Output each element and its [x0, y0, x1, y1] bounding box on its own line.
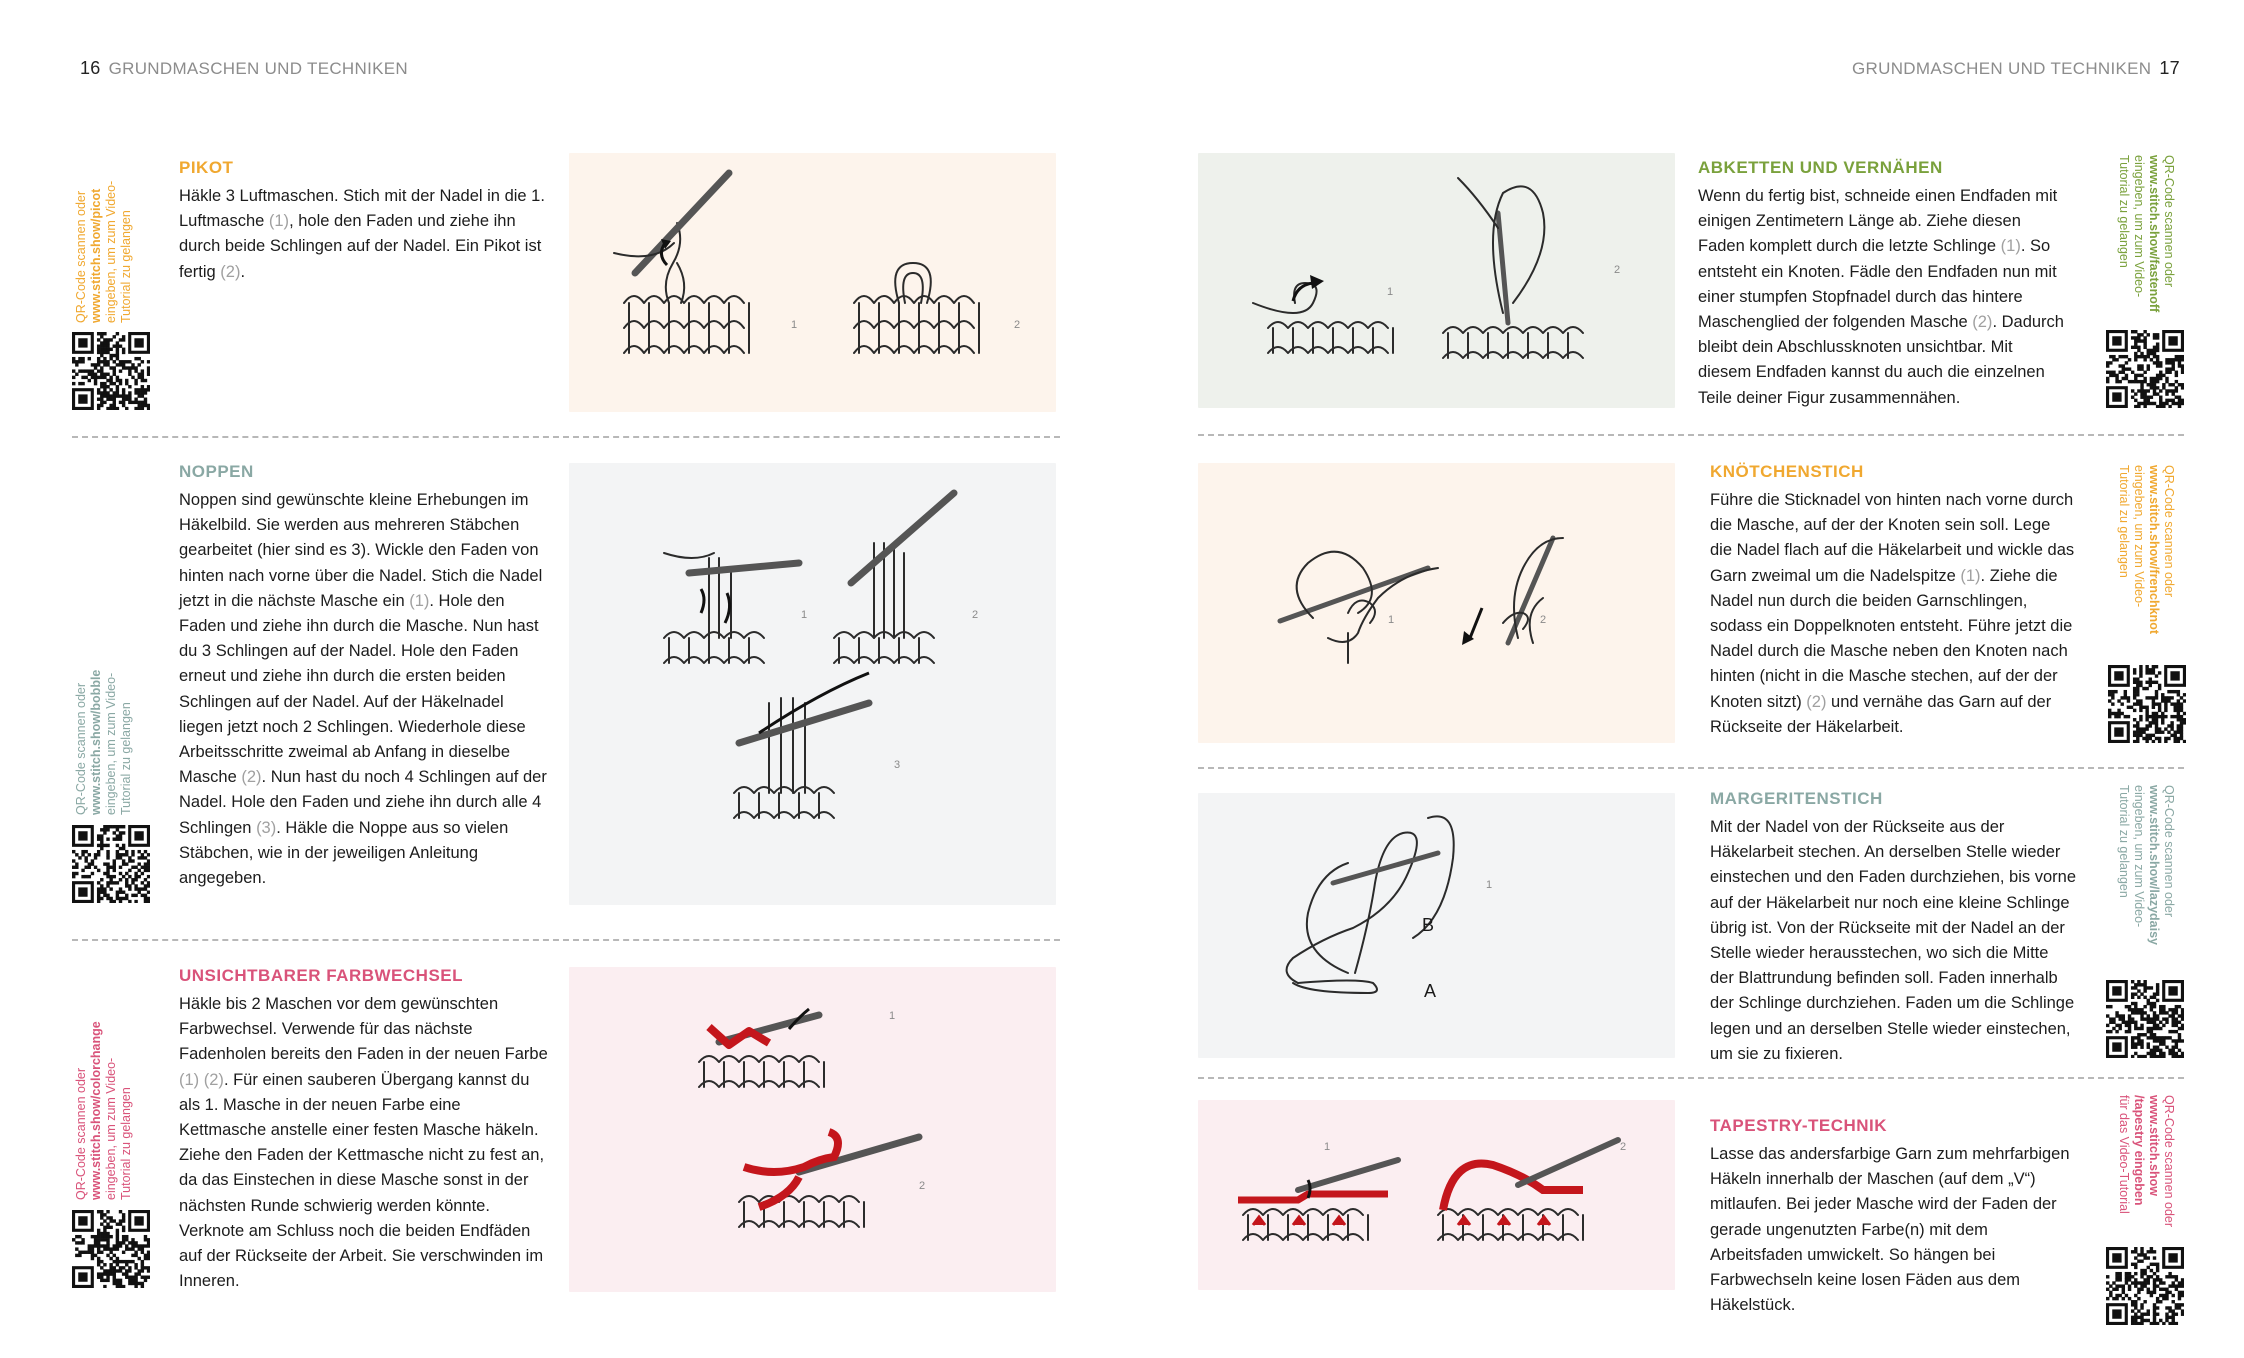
figure-label: 1 [1486, 879, 1493, 891]
qr-url: www.stitch.show/lazydaisy [2147, 785, 2161, 945]
qr-block-knoetchen [2100, 465, 2190, 745]
illustration-margeriten [1198, 793, 1675, 1058]
figure-reference: (2) [241, 768, 262, 787]
figure-reference: (3) [256, 818, 277, 837]
section-noppen [179, 462, 551, 891]
figure-label: 2 [972, 609, 979, 621]
section-text: Häkle bis 2 Maschen vor dem gewünschten Farbwechsel. Verwende für das nächste Fadenholen bereits den Faden in der neuen Farbe (1) (2). Für einen sauberen Übergang kannst du als 1. Masche in der neuen Farbe eine Kettmasche anstelle einer festen Masche häkeln. Ziehe den Faden der Kettmasche nicht zu fest an, da das Einstechen in diese Masche sonst in der nächsten Runde schwierig werden könnte. Verknote am Schluss noch die beiden Endfäden auf der Rückseite der Arbeit. Sie verschwinden im Inneren. [179, 995, 548, 1291]
qr-caption-line: eingeben, um zum Video- [104, 672, 118, 815]
section-title: UNSICHTBARER FARBWECHSEL [179, 966, 463, 985]
section-text: Wenn du fertig bist, schneide einen Endfaden mit einigen Zentimetern Länge ab. Ziehe diesen Faden komplett durch die letzte Schlinge (1). So entsteht ein Knoten. Fädle den Endfaden nun mit einer stumpfen Stopfnadel durch das hintere Maschenglied der folgenden Masche (2). Dadurch bleibt dein Abschlussknoten unsichtbar. Mit diesem Endfaden kannst du auch die einzelnen Teile deiner Figur zusammennähen. [1698, 187, 2064, 407]
figure-label: 2 [1014, 319, 1021, 331]
running-title-right: GRUNDMASCHEN UND TECHNIKEN [1852, 59, 2152, 78]
qr-code-icon[interactable] [2106, 330, 2184, 408]
section-abketten [1698, 158, 2064, 411]
qr-caption-line: QR-Code scannen oder [2162, 1095, 2176, 1228]
figure-label: 1 [791, 319, 798, 331]
figure-label: 2 [1614, 264, 1621, 276]
qr-code-icon[interactable] [72, 1210, 150, 1288]
section-title: ABKETTEN UND VERNÄHEN [1698, 158, 1943, 177]
qr-caption-line: eingeben, um zum Video- [2132, 155, 2146, 298]
qr-caption [74, 655, 134, 815]
qr-caption [2116, 155, 2176, 320]
qr-url: www.stitch.show/frenchknot [2147, 465, 2161, 634]
figure-reference: (2) [220, 262, 241, 281]
illustration-tapestry [1198, 1100, 1675, 1290]
figure-reference: (2) [203, 1070, 224, 1089]
qr-block-margeriten [2100, 785, 2190, 1060]
section-title: KNÖTCHENSTICH [1710, 462, 1864, 481]
figure-label: 1 [1387, 286, 1394, 298]
section-divider [1198, 1077, 2184, 1079]
section-divider [72, 436, 1060, 438]
page-number-right: 17 [2159, 58, 2180, 78]
section-divider [1198, 767, 2184, 769]
qr-caption-line: für das Video-Tutorial [2117, 1095, 2131, 1214]
figure-reference: (2) [1806, 692, 1827, 711]
section-text: Führe die Sticknadel von hinten nach vorne durch die Masche, auf der der Knoten sein soll. Lege die Nadel flach auf die Häkelarbeit und wickle das Garn zweimal um die Nadelspitze (1). Ziehe die Nadel nun durch die beiden Garnschlingen, sodass ein Doppelknoten entsteht. Führe jetzt die Nadel durch die Masche neben den Knoten nach hinten (nicht in die Masche stechen, auf der der Knoten sitzt) (2) und vernähe das Garn auf der Rückseite der Häkelarbeit. [1710, 491, 2075, 736]
qr-caption-line: Tutorial zu gelangen [2117, 155, 2131, 268]
qr-block-tapestry [2100, 1095, 2190, 1325]
section-text: Noppen sind gewünschte kleine Erhebungen im Häkelbild. Sie werden aus mehreren Stäbchen gearbeitet (hier sind es 3). Wickle den Faden von hinten nach vorne über die Nadel. Stich die Nadel jetzt in die nächste Masche ein (1). Hole den Faden und ziehe ihn durch die Masche. Nun hast du 3 Schlingen auf der Nadel. Hole den Faden erneut und ziehe ihn durch die ersten beiden Schlingen auf der Nadel. Auf der Häkelnadel liegen jetzt noch 2 Schlingen. Wiederhole diese Arbeitsschritte zweimal ab Anfang in dieselbe Masche (2). Nun hast du noch 4 Schlingen auf der Nadel. Hole den Faden und ziehe ihn durch alle 4 Schlingen (3). Häkle die Noppe aus so vielen Stäbchen, wie in der jeweiligen Anleitung angegeben. [179, 491, 547, 888]
crochet-colorchange-illustration [699, 1009, 919, 1227]
figure-reference: (1) [179, 1070, 200, 1089]
qr-code-icon[interactable] [72, 332, 150, 410]
qr-block-abketten [2100, 155, 2190, 415]
figure-label: A [1424, 981, 1437, 1001]
figure-label: 2 [1620, 1141, 1627, 1153]
running-title-left: GRUNDMASCHEN UND TECHNIKEN [108, 59, 408, 78]
qr-caption-line: eingeben, um zum Video- [2132, 465, 2146, 608]
qr-caption-line: Tutorial zu gelangen [119, 210, 133, 323]
running-head-right [1852, 58, 2188, 79]
section-divider [72, 939, 1060, 941]
section-farbwechsel [179, 966, 551, 1294]
qr-url: www.stitch.show/bobble [89, 669, 103, 815]
qr-code-icon[interactable] [72, 825, 150, 903]
figure-reference: (2) [1972, 313, 1993, 332]
figure-reference: (1) [268, 212, 290, 231]
qr-caption [2116, 785, 2176, 970]
section-title: TAPESTRY-TECHNIK [1710, 1116, 1888, 1135]
qr-caption [74, 155, 134, 323]
qr-caption-line: QR-Code scannen oder [2162, 465, 2176, 598]
illustration-abketten [1198, 153, 1675, 408]
qr-url: www.stitch.show/picot [89, 188, 103, 323]
page-number-left: 16 [80, 58, 101, 78]
qr-code-icon[interactable] [2106, 1247, 2184, 1325]
qr-caption-line: eingeben, um zum Video- [2132, 785, 2146, 928]
qr-code-icon[interactable] [2108, 665, 2186, 743]
figure-label: 1 [889, 1010, 896, 1022]
figure-label: 1 [1388, 614, 1395, 626]
qr-caption-line: QR-Code scannen oder [2162, 785, 2176, 918]
qr-caption [2116, 1095, 2176, 1235]
illustration-noppen [569, 463, 1056, 905]
section-pikot [179, 158, 551, 285]
qr-caption-line: eingeben, um zum Video- [104, 1057, 118, 1200]
qr-caption-line: QR-Code scannen oder [2162, 155, 2176, 288]
section-title: MARGERITENSTICH [1710, 789, 1883, 808]
figure-label: 1 [1324, 1141, 1331, 1153]
figure-label: 1 [801, 609, 808, 621]
qr-caption-line: QR-Code scannen oder [74, 190, 88, 323]
illustration-farbwechsel [569, 967, 1056, 1292]
section-title: PIKOT [179, 158, 234, 177]
section-divider [1198, 434, 2184, 436]
figure-reference: (1) [409, 591, 430, 610]
qr-caption-line: Tutorial zu gelangen [2117, 465, 2131, 578]
french-knot-illustration [1280, 538, 1563, 663]
figure-label: 3 [894, 759, 901, 771]
section-margeriten [1710, 789, 2076, 1067]
figure-label: B [1422, 915, 1435, 935]
qr-url: www.stitch.show/fastenoff [2147, 155, 2161, 313]
qr-block-noppen [72, 655, 162, 905]
qr-caption-line: Tutorial zu gelangen [119, 1087, 133, 1200]
qr-caption-line: Tutorial zu gelangen [2117, 785, 2131, 898]
qr-block-farbwechsel [72, 990, 162, 1290]
crochet-bobble-illustration [664, 493, 954, 818]
qr-url: www.stitch.show [2147, 1095, 2161, 1196]
running-head-left [72, 58, 408, 79]
qr-url: www.stitch.show/colorchange [89, 1021, 103, 1200]
figure-label: 2 [919, 1180, 926, 1192]
figure-reference: (1) [2000, 237, 2021, 256]
illustration-knoetchen [1198, 463, 1675, 743]
tapestry-crochet-illustration [1238, 1140, 1618, 1240]
qr-code-icon[interactable] [2106, 980, 2184, 1058]
section-title: NOPPEN [179, 462, 254, 481]
qr-caption-line: Tutorial zu gelangen [119, 702, 133, 815]
qr-caption-line: eingeben, um zum Video- [104, 180, 118, 323]
qr-url: /tapestry eingeben [2132, 1095, 2146, 1206]
lazy-daisy-illustration [1287, 816, 1454, 993]
section-text: Lasse das andersfarbige Garn zum mehrfarbigen Häkeln innerhalb der Maschen (auf dem „V“) mitlaufen. Bei jeder Masche wird der Faden der gerade ungenutzten Farbe(n) mit dem Arbeitsfaden umwickelt. So hängen bei Farbwechseln keine losen Fäden aus dem Häkelstück. [1710, 1145, 2070, 1315]
figure-label: 2 [1540, 614, 1547, 626]
qr-caption [74, 990, 134, 1200]
section-text: Häkle 3 Luftmaschen. Stich mit der Nadel in die 1. Luftmasche (1), hole den Faden und ziehe ihn durch beide Schlingen auf der Nadel. Ein Pikot ist fertig (2). [179, 187, 545, 281]
qr-block-pikot [72, 155, 162, 415]
section-knoetchen [1710, 462, 2076, 740]
fasten-off-illustration [1253, 178, 1583, 358]
qr-caption [2116, 465, 2176, 655]
section-text: Mit der Nadel von der Rückseite aus der Häkelarbeit stechen. An derselben Stelle wieder einstechen und den Faden durchziehen, bis vorne auf der Häkelarbeit nur noch eine kleine Schlinge übrig ist. Von der Rückseite mit der Nadel an der Stelle wieder herausstechen, wo sich die Mitte der Blattrundung befinden soll. Faden innerhalb der Schlinge durchziehen. Faden um die Schlinge legen und an derselben Stelle wieder einstechen, um sie zu fixieren. [1710, 818, 2077, 1063]
illustration-pikot [569, 153, 1056, 412]
figure-reference: (1) [1960, 566, 1981, 585]
qr-caption-line: QR-Code scannen oder [74, 1067, 88, 1200]
qr-caption-line: QR-Code scannen oder [74, 682, 88, 815]
section-tapestry [1710, 1116, 2076, 1318]
